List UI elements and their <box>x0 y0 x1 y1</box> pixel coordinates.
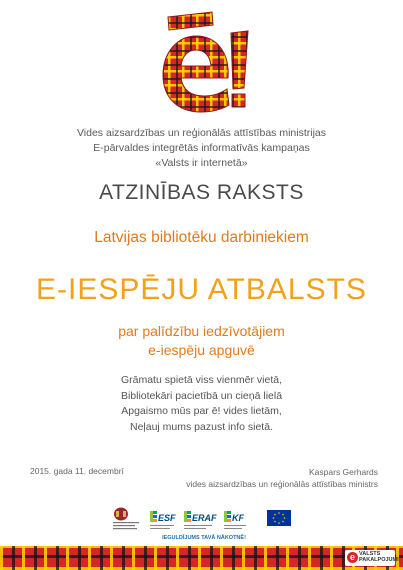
eraf-label: ERAF <box>192 513 217 523</box>
poem-line: Grāmatu spietā viss vienmēr vietā, <box>120 374 283 386</box>
reason-text <box>0 322 403 360</box>
sponsor-logos-strip <box>112 505 297 543</box>
esf-label: ESF <box>158 513 176 523</box>
date: 2015. gada 11. decembrī <box>30 466 124 476</box>
latvia-coat-of-arms-icon <box>113 508 139 530</box>
award-title: E-IESPĒJU ATBALSTS <box>36 273 367 306</box>
tartan-footer-band <box>0 546 403 570</box>
signer-name: Kaspars Gerhards <box>309 467 378 477</box>
sponsor-logos <box>112 505 297 543</box>
poem-line: Apgaismo mūs par ē! vides lietām, <box>121 405 282 417</box>
exclamation-bar <box>231 31 248 89</box>
valsts-pakalpojumi-logo <box>345 550 399 566</box>
exclamation-dot <box>232 94 245 107</box>
e-mark-icon: e <box>347 552 358 563</box>
esf-logo <box>150 511 176 529</box>
document-title: ATZINĪBAS RAKSTS <box>99 181 304 204</box>
ministry-text <box>0 126 403 171</box>
footer-logo-line: VALSTS <box>359 551 381 557</box>
poem-line: Bibliotekāri pacietībā un cieņā lielā <box>120 389 283 402</box>
reason-line: e-iespēju apguvē <box>148 342 255 358</box>
ministry-line: E-pārvaldes integrētās informatīvās kampaņas <box>93 142 310 154</box>
ministry-line: «Valsts ir internetā» <box>155 157 248 169</box>
eraf-logo <box>184 511 217 529</box>
footer-logo-text <box>359 551 399 563</box>
letter-e <box>163 36 229 112</box>
poem-line: Neļauj mums pazust info sietā. <box>130 420 273 433</box>
e-exclamation-logo <box>0 0 403 120</box>
sponsor-slogan: IEGULDĪJUMS TAVĀ NĀKOTNĒ! <box>162 535 246 541</box>
recipient: Latvijas bibliotēku darbiniekiem <box>94 229 309 246</box>
footer-logo-line: PAKALPOJUMI <box>359 557 399 563</box>
poem <box>0 373 403 435</box>
reason-line: par palīdzību iedzīvotājiem <box>118 323 285 339</box>
eu-flag-icon <box>267 510 291 526</box>
signer <box>186 466 378 490</box>
kf-label: KF <box>232 513 244 523</box>
signer-title: vides aizsardzības un reģionālās attīstības ministrs <box>186 479 378 489</box>
ministry-line: Vides aizsardzības un reģionālās attīstības ministrijas <box>76 127 326 139</box>
kf-logo <box>224 511 246 529</box>
macron <box>168 12 213 30</box>
